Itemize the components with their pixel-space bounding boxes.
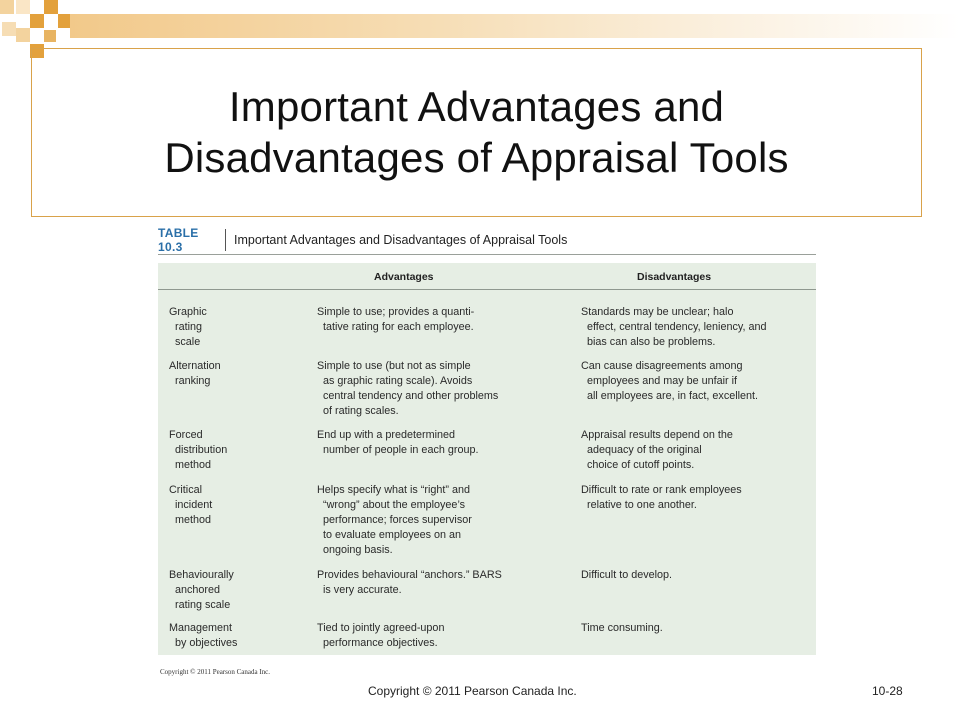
corner-square bbox=[16, 28, 30, 42]
cell-line: performance; forces supervisor bbox=[323, 514, 472, 526]
data-table bbox=[158, 263, 816, 655]
cell-line: ongoing basis. bbox=[323, 544, 393, 556]
tool-cell bbox=[169, 359, 309, 389]
cell-line: as graphic rating scale). Avoids bbox=[323, 375, 473, 387]
disadvantages-cell bbox=[581, 305, 811, 350]
cell-line: Provides behavioural “anchors.” BARS bbox=[317, 569, 502, 581]
cell-line: number of people in each group. bbox=[323, 444, 479, 456]
disadvantages-cell bbox=[581, 568, 811, 583]
cell-line: Management bbox=[169, 622, 233, 634]
cell-line: performance objectives. bbox=[323, 637, 438, 649]
table-copyright: Copyright © 2011 Pearson Canada Inc. bbox=[160, 668, 271, 676]
cell-line: incident bbox=[175, 499, 213, 511]
tool-cell bbox=[169, 428, 309, 473]
table-figure bbox=[158, 226, 816, 655]
cell-line: Standards may be unclear; halo bbox=[581, 306, 734, 318]
cell-line: Time consuming. bbox=[581, 622, 663, 634]
cell-line: central tendency and other problems bbox=[323, 390, 499, 402]
cell-line: Forced bbox=[169, 429, 203, 441]
tool-cell bbox=[169, 305, 309, 350]
cell-line: rating bbox=[175, 321, 203, 333]
tool-cell bbox=[169, 621, 309, 651]
caption-divider bbox=[225, 229, 226, 251]
slide-title: Important Advantages and Disadvantages of Appraisal Tools bbox=[164, 83, 789, 181]
cell-line: ranking bbox=[175, 375, 211, 387]
disadvantages-cell bbox=[581, 483, 811, 513]
cell-line: all employees are, in fact, excellent. bbox=[587, 390, 759, 402]
cell-line: Behaviourally bbox=[169, 569, 234, 581]
advantages-cell bbox=[317, 428, 577, 458]
cell-line: End up with a predetermined bbox=[317, 429, 456, 441]
cell-line: scale bbox=[175, 336, 201, 348]
cell-line: Critical bbox=[169, 484, 202, 496]
footer-copyright: Copyright © 2011 Pearson Canada Inc. bbox=[368, 684, 577, 698]
cell-line: is very accurate. bbox=[323, 584, 402, 596]
cell-line: Tied to jointly agreed-upon bbox=[317, 622, 445, 634]
cell-line: employees and may be unfair if bbox=[587, 375, 738, 387]
cell-line: bias can also be problems. bbox=[587, 336, 716, 348]
table-caption-title: Important Advantages and Disadvantages of Appraisal Tools bbox=[234, 233, 568, 247]
cell-line: Simple to use; provides a quanti- bbox=[317, 306, 475, 318]
cell-line: Simple to use (but not as simple bbox=[317, 360, 471, 372]
cell-line: of rating scales. bbox=[323, 405, 399, 417]
cell-line: by objectives bbox=[175, 637, 238, 649]
advantages-cell bbox=[317, 568, 577, 598]
corner-square bbox=[44, 30, 56, 42]
advantages-cell bbox=[317, 359, 577, 419]
cell-line: anchored bbox=[175, 584, 221, 596]
cell-line: to evaluate employees on an bbox=[323, 529, 462, 541]
cell-line: tative rating for each employee. bbox=[323, 321, 474, 333]
tool-cell bbox=[169, 483, 309, 528]
disadvantages-cell bbox=[581, 359, 811, 404]
cell-line: Difficult to rate or rank employees bbox=[581, 484, 742, 496]
cell-line: distribution bbox=[175, 444, 228, 456]
advantages-cell bbox=[317, 621, 577, 651]
cell-line: relative to one another. bbox=[587, 499, 697, 511]
cell-line: adequacy of the original bbox=[587, 444, 702, 456]
cell-line: choice of cutoff points. bbox=[587, 459, 695, 471]
corner-square bbox=[30, 14, 44, 28]
corner-square bbox=[16, 0, 30, 14]
cell-line: Helps specify what is “right” and bbox=[317, 484, 471, 496]
advantages-cell bbox=[317, 305, 577, 335]
cell-line: Can cause disagreements among bbox=[581, 360, 743, 372]
cell-line: Graphic bbox=[169, 306, 207, 318]
cell-line: rating scale bbox=[175, 599, 231, 611]
cell-line: Difficult to develop. bbox=[581, 569, 673, 581]
advantages-cell bbox=[317, 483, 577, 558]
cell-line: Appraisal results depend on the bbox=[581, 429, 733, 441]
cell-line: method bbox=[175, 514, 212, 526]
cell-line: Alternation bbox=[169, 360, 221, 372]
column-header-disadvantages: Disadvantages bbox=[637, 271, 712, 283]
corner-square bbox=[44, 0, 58, 14]
disadvantages-cell bbox=[581, 428, 811, 473]
tool-cell bbox=[169, 568, 309, 613]
column-header-advantages: Advantages bbox=[374, 271, 434, 283]
cell-line: “wrong” about the employee’s bbox=[323, 499, 466, 511]
table-header-row bbox=[158, 263, 816, 290]
corner-square bbox=[2, 22, 16, 36]
disadvantages-cell bbox=[581, 621, 811, 636]
corner-square bbox=[0, 0, 14, 14]
header-gradient-bar bbox=[70, 14, 960, 38]
table-caption bbox=[158, 226, 816, 255]
page-number: 10-28 bbox=[872, 684, 903, 698]
table-label: TABLE 10.3 bbox=[158, 226, 199, 254]
cell-line: method bbox=[175, 459, 212, 471]
title-box bbox=[31, 48, 922, 217]
cell-line: effect, central tendency, leniency, and bbox=[587, 321, 767, 333]
